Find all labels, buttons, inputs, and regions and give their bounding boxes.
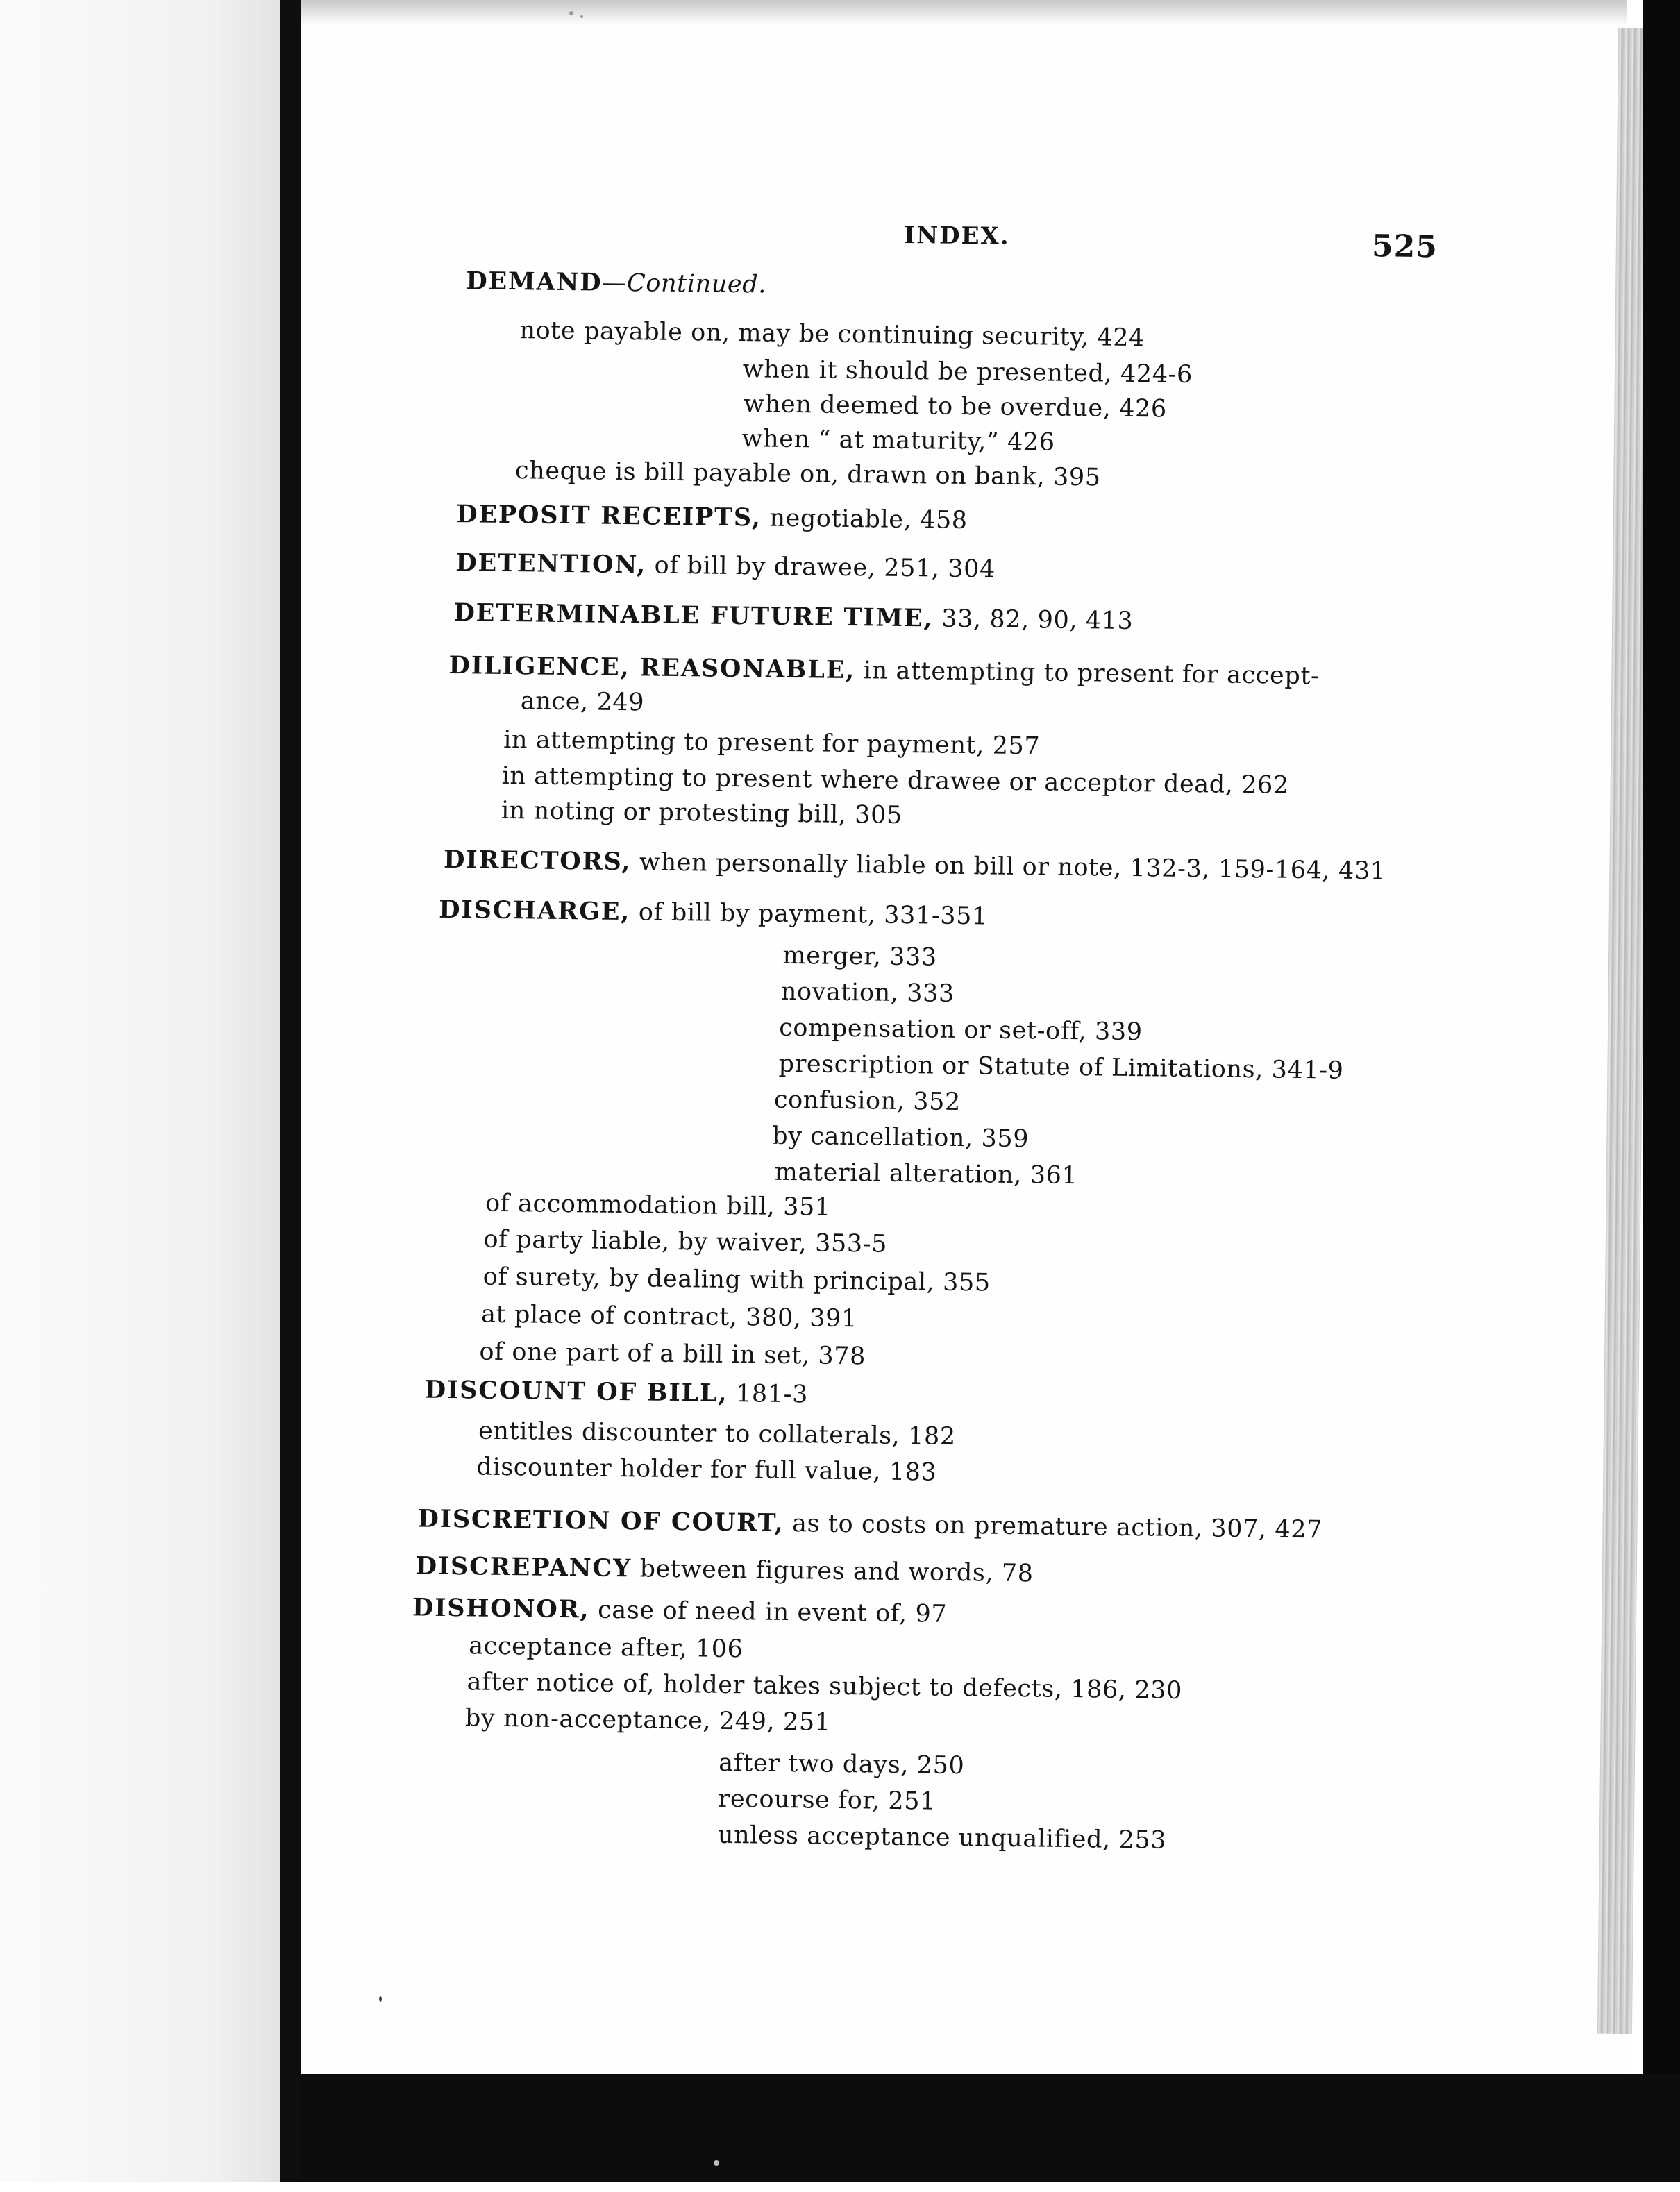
page-number: 525: [1371, 228, 1438, 265]
index-subentry: by cancellation, 359: [772, 1122, 1030, 1154]
index-entry: DISHONOR, case of need in event of, 97: [412, 1593, 948, 1628]
index-subentry: after notice of, holder takes subject to defects, 186, 230: [467, 1668, 1183, 1705]
index-subentry: material alteration, 361: [774, 1158, 1078, 1190]
index-entry: DISCOUNT OF BILL, 181-3: [424, 1375, 809, 1409]
index-subentry: by non-acceptance, 249, 251: [464, 1704, 831, 1737]
index-subentry: unless acceptance unqualified, 253: [717, 1821, 1167, 1855]
index-subentry: compensation or set-off, 339: [778, 1013, 1143, 1047]
index-entry: DILIGENCE, REASONABLE, in attempting to present for accept-: [448, 650, 1320, 691]
index-subentry: of party liable, by waiver, 353-5: [483, 1225, 888, 1258]
index-entry: DETERMINABLE FUTURE TIME, 33, 82, 90, 413: [453, 598, 1134, 636]
index-subentry: recourse for, 251: [718, 1785, 936, 1816]
index-subentry: of accommodation bill, 351: [485, 1189, 831, 1222]
index-subentry: acceptance after, 106: [469, 1632, 744, 1664]
index-entry: DEPOSIT RECEIPTS, negotiable, 458: [455, 500, 968, 535]
index-subentry: entitles discounter to collaterals, 182: [478, 1417, 956, 1451]
index-subentry: in attempting to present where drawee or acceptor dead, 262: [501, 761, 1290, 800]
index-heading: DEMAND—Continued.: [466, 267, 767, 299]
index-subentry: when it should be presented, 424-6: [742, 355, 1193, 389]
index-subentry: after two days, 250: [719, 1748, 965, 1780]
index-subentry: of one part of a bill in set, 378: [479, 1338, 866, 1371]
index-subentry: note payable on, may be continuing security, 424: [519, 317, 1145, 353]
index-subentry: of surety, by dealing with principal, 355: [482, 1263, 991, 1297]
running-header: INDEX.: [903, 221, 1011, 251]
index-subentry: in attempting to present for payment, 257: [503, 725, 1041, 761]
index-subentry: cheque is bill payable on, drawn on bank, 395: [514, 457, 1101, 492]
index-subentry: at place of contract, 380, 391: [480, 1300, 858, 1333]
index-subentry: ance, 249: [520, 687, 645, 717]
index-entry: DISCREPANCY between figures and words, 78: [415, 1551, 1034, 1588]
index-subentry: in noting or protesting bill, 305: [501, 796, 903, 829]
index-subentry: discounter holder for full value, 183: [476, 1453, 937, 1487]
index-subentry: merger, 333: [782, 941, 938, 972]
index-subentry: novation, 333: [780, 977, 955, 1008]
index-subentry: when “ at maturity,” 426: [741, 425, 1055, 457]
index-entry: DISCRETION OF COURT, as to costs on premature action, 307, 427: [417, 1504, 1323, 1544]
index-subentry: when deemed to be overdue, 426: [743, 390, 1168, 423]
index-subentry: prescription or Statute of Limitations, 341-9: [778, 1049, 1344, 1085]
index-entry: DIRECTORS, when personally liable on bill or note, 132-3, 159-164, 431: [443, 845, 1386, 886]
index-entry: DETENTION, of bill by drawee, 251, 304: [455, 548, 996, 584]
index-subentry: confusion, 352: [773, 1086, 961, 1117]
index-entry: DISCHARGE, of bill by payment, 331-351: [439, 895, 989, 931]
